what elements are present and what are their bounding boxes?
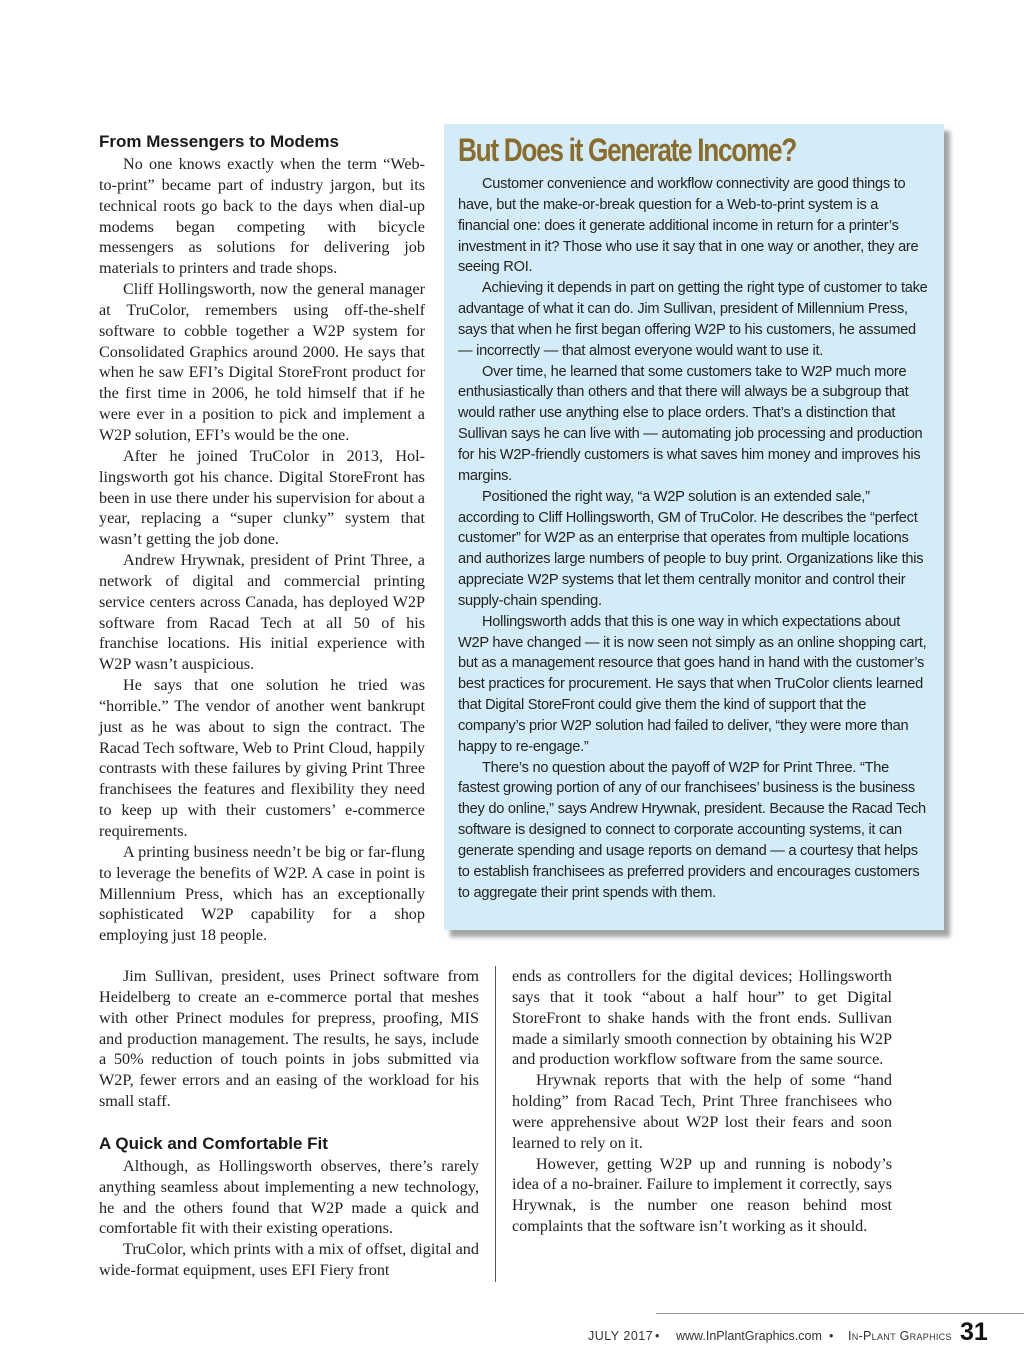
column-divider	[495, 966, 496, 1282]
sidebar-title: But Does it Generate Income?	[458, 132, 796, 168]
footer-separator: •	[829, 1329, 834, 1343]
body-paragraph: Jim Sullivan, president, uses Prinect software from Heidelberg to create an e-commerce portal that meshes with other Prinect modules for prepress, proofing, MIS and production management. The results, he says, include a 50% reduction of touch points in jobs submitted via W2P, fewer errors and an easing of the workload for his small staff.	[99, 967, 479, 1111]
body-paragraph: He says that one solution he tried was “horrible.” The vendor of another went bankrupt just as he was about to sign the contract. The Racad Tech software, Web to Print Cloud, happily contrasts with these failures by giving Print Three franchisees the features and flexibility they need to keep up with their customers’ e-commerce requirements.	[99, 676, 425, 840]
sidebar-body	[458, 174, 932, 904]
sidebar-paragraph: Hollingsworth adds that this is one way in which expectations about W2P have changed — it is now seen not simply as an online shopping cart, but as a management resource that goes hand in hand with the customer’s best practices for procurement. He says that when TruColor clients learned that Digital StoreFront could give them the kind of support that the company’s prior W2P solution had failed to deliver, “they were more than happy to re-engage.”	[458, 613, 927, 755]
sidebar-paragraph: Achieving it depends in part on getting the right type of customer to take advantage of what it can do. Jim Sullivan, president of Millennium Press, says that when he first began offering W2P to his customers, he assumed — incorrectly — that almost everyone would want to use it.	[458, 280, 928, 359]
footer-date: JULY 2017	[588, 1329, 654, 1343]
sidebar-paragraph: Over time, he learned that some customers take to W2P much more enthusiastically than others and that there will always be a subgroup that would rather use anything else to place orders. That’s a distinction that Sullivan says he can live with — automating job processing and production for his W2P-friendly customers is what saves him money and improves his margins.	[458, 363, 923, 484]
footer-magazine-name: In-Plant Graphics	[848, 1329, 952, 1343]
page-footer	[588, 1318, 988, 1348]
main-column-bottom-right	[512, 966, 892, 1237]
section-heading-quick-fit: A Quick and Comfortable Fit	[99, 1133, 328, 1153]
body-paragraph: Hrywnak reports that with the help of some “hand holding” from Racad Tech, Print Three franchisees who were apprehensive about W2P lost their fears and soon learned to rely on it.	[512, 1071, 892, 1152]
main-column-top	[99, 130, 425, 946]
body-paragraph: However, getting W2P up and running is nobody’s idea of a no-brainer. Failure to implement it correctly, says Hrywnak, is the number one reason behind most complaints that the software isn’t working as it should.	[512, 1154, 892, 1236]
body-paragraph: Andrew Hrywnak, president of Print Three, a network of digital and commercial printing service centers across Canada, has deployed W2P software from Racad Tech at all 50 of his franchise locations. His initial experience with W2P wasn’t auspicious.	[99, 551, 425, 674]
body-paragraph: A printing business needn’t be big or far-flung to leverage the benefits of W2P. A case in point is Millennium Press, which has an exceptionally sophisticated W2P capability for a shop employing just 18 people.	[99, 842, 425, 945]
footer-url: www.InPlantGraphics.com	[676, 1329, 822, 1343]
body-paragraph: After he joined TruColor in 2013, Hollingsworth got his chance. Digital StoreFront has been in use there under his supervision for about a year, replacing a “super clunky” system that wasn’t getting the job done.	[99, 446, 425, 549]
sidebar-box	[444, 124, 944, 930]
sidebar-paragraph: There’s no question about the payoff of W2P for Print Three. “The fastest growing portion of any of our franchisees’ business is the business they do online,” says Andrew Hrywnak, president. Because the Racad Tech software is designed to connect to corporate accounting systems, it can generate spending and usage reports on demand — a courtesy that helps to establish franchisees as preferred providers and encourages customers to aggregate their print spends with them.	[458, 759, 926, 901]
body-paragraph: ends as controllers for the digital devices; Hollingsworth says that it took “about a half hour” to get Digital StoreFront to shake hands with the front ends. Sullivan made a similarly smooth connection by obtaining his W2P and production workflow software from the same source.	[512, 967, 892, 1069]
sidebar-paragraph: Positioned the right way, “a W2P solution is an extended sale,” according to Cliff Hollingsworth, GM of TruColor. He describes the “perfect customer” for W2P as an enterprise that operates from multiple locations and authorizes large numbers of people to buy print. Organizations like this appreciate W2P systems that let them centrally monitor and control their supply-chain spending.	[458, 488, 924, 609]
main-column-bottom-left	[99, 966, 479, 1281]
footer-rule	[656, 1313, 1024, 1314]
body-paragraph: Cliff Hollingsworth, now the general manager at TruColor, remembers using off-the-shelf software to cobble together a W2P system for Consolidated Graphics around 2000. He says that when he saw EFI’s Digital StoreFront product for the first time in 2006, he told himself that if he were ever in a position to pick and implement a W2P solution, EFI’s would be the one.	[99, 280, 425, 444]
section-heading-messengers: From Messengers to Modems	[99, 132, 339, 151]
page-number: 31	[960, 1318, 988, 1346]
footer-separator: •	[655, 1329, 660, 1343]
body-paragraph: Although, as Hollingsworth observes, there’s rarely anything seamless about implementing a new technology, he and the others found that W2P made a quick and comfortable fit with their existing operations.	[99, 1156, 479, 1238]
sidebar-paragraph: Customer convenience and workflow connectivity are good things to have, but the make-or-break question for a Web-to-print system is a financial one: does it generate additional income in return for a printer’s investment in it? Those who use it say that in one way or another, they are seeing ROI.	[458, 176, 919, 276]
body-paragraph: No one knows exactly when the term “Web-to-print” became part of industry jargon, but its technical roots go back to the days when dial-up modems began competing with bicycle messengers as solutions for delivering job materials to printers and trade shops.	[99, 155, 425, 278]
body-paragraph: TruColor, which prints with a mix of offset, digital and wide-format equipment, uses EFI Fiery front	[99, 1240, 479, 1280]
